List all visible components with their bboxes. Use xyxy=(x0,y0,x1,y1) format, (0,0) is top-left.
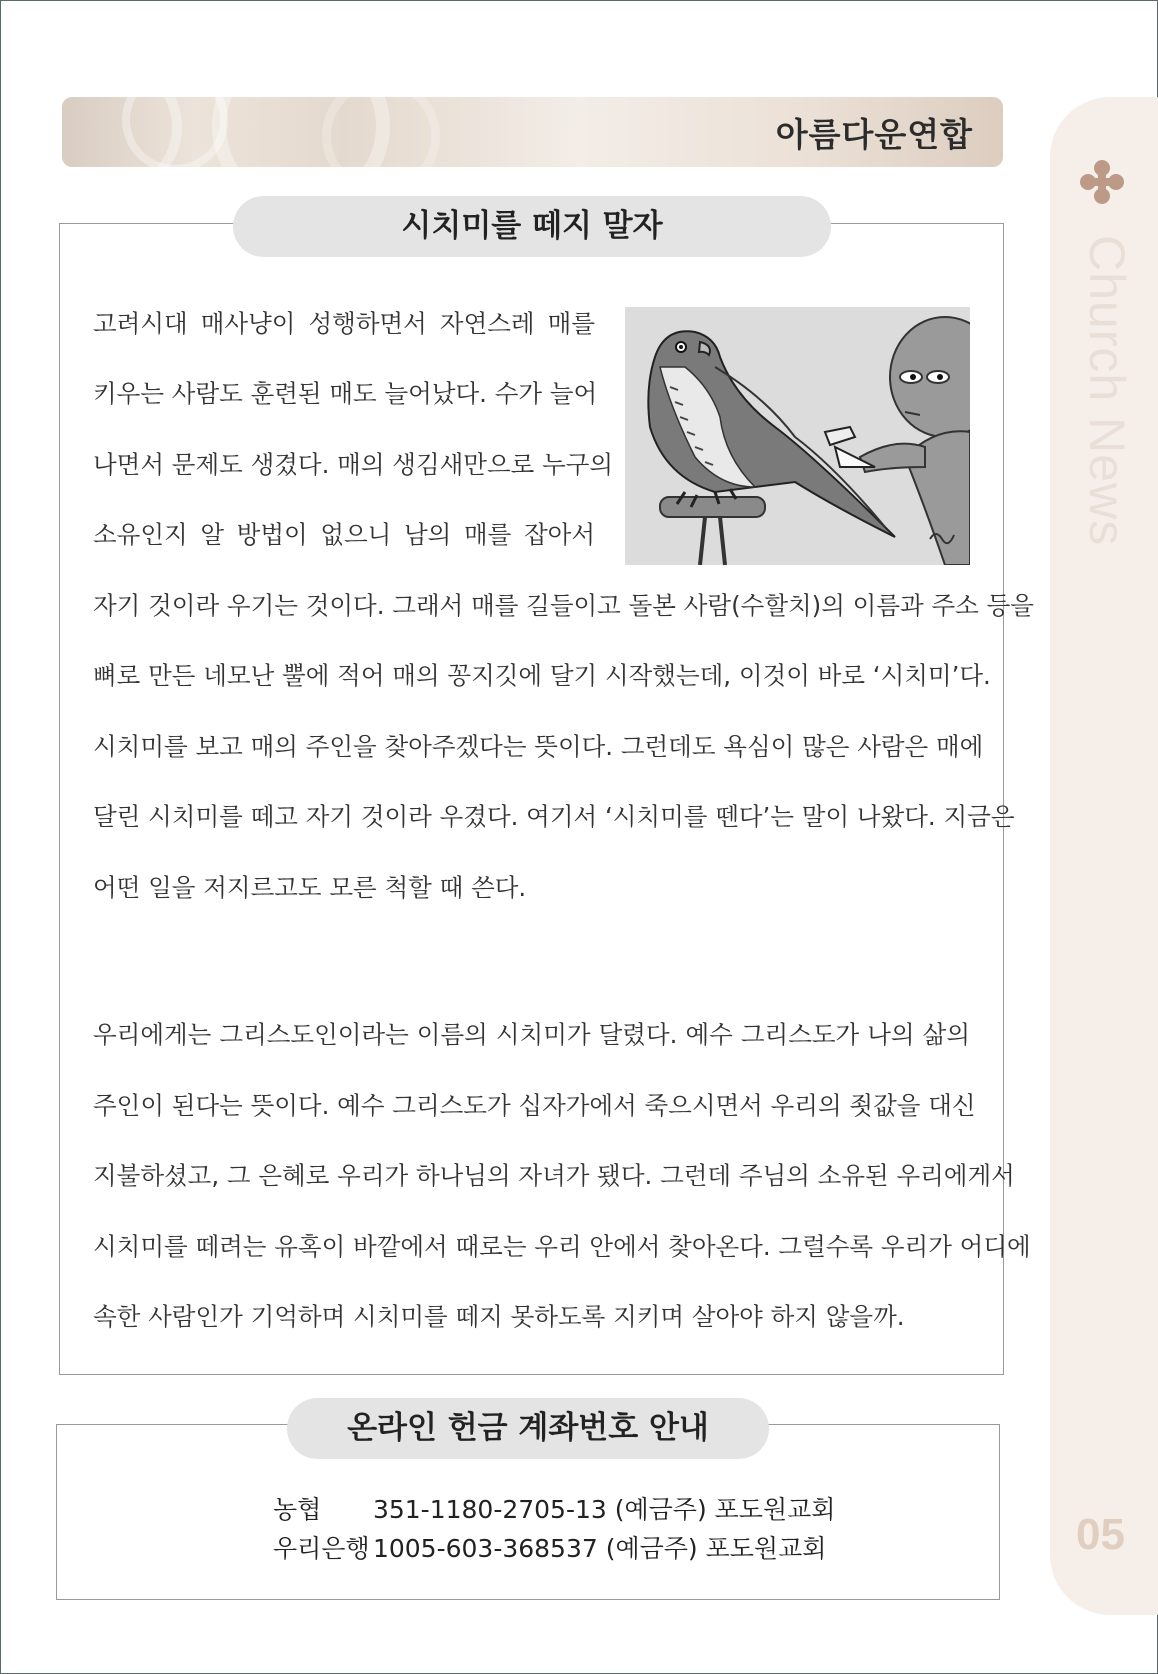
article-line: 키우는 사람도 훈련된 매도 늘어났다. 수가 늘어 xyxy=(93,379,598,408)
header-banner xyxy=(62,97,1003,167)
svg-text:Church News: Church News xyxy=(1079,235,1135,547)
account-bank: 우리은행 xyxy=(273,1534,370,1563)
article-line: 달린 시치미를 떼고 자기 것이라 우겼다. 여기서 ‘시치미를 뗀다’는 말이 나왔다. 지금은 xyxy=(93,802,1015,831)
article-line: 지불하셨고, 그 은혜로 우리가 하나님의 자녀가 됐다. 그런데 주님의 소유된 우리에게서 xyxy=(93,1161,1015,1190)
article-line: 우리에게는 그리스도인이라는 이름의 시치미가 달렸다. 예수 그리스도가 나의 삶의 xyxy=(93,1020,970,1049)
account-bank: 농협 xyxy=(273,1495,322,1524)
account-detail: 1005-603-368537 (예금주) 포도원교회 xyxy=(372,1534,827,1563)
article-line: 속한 사람인가 기억하며 시치미를 떼지 못하도록 지키며 살아야 하지 않을까. xyxy=(93,1302,905,1331)
article-line: 어떤 일을 저지르고도 모른 척할 때 쓴다. xyxy=(93,873,527,902)
account-row xyxy=(273,1490,835,1526)
account-detail: 351-1180-2705-13 (예금주) 포도원교회 xyxy=(372,1495,836,1524)
hawk-illustration xyxy=(625,307,970,565)
article-line: 나면서 문제도 생겼다. 매의 생김새만으로 누구의 xyxy=(93,450,614,479)
page-number: 05 xyxy=(1076,1510,1125,1559)
article-line: 시치미를 떼려는 유혹이 바깥에서 때로는 우리 안에서 찾아온다. 그럴수록 우리가 어디에 xyxy=(93,1232,1031,1261)
article-line: 뼈로 만든 네모난 뿔에 적어 매의 꽁지깃에 달기 시작했는데, 이것이 바로 ‘시치미’다. xyxy=(93,661,991,690)
account-row xyxy=(273,1529,826,1565)
side-label xyxy=(1070,235,1140,575)
article-line: 소유인지 알 방법이 없으니 남의 매를 잡아서 xyxy=(93,520,595,549)
header-title: 아름다운연합 xyxy=(775,115,973,154)
article-line: 고려시대 매사냥이 성행하면서 자연스레 매를 xyxy=(93,309,595,338)
article-line: 자기 것이라 우기는 것이다. 그래서 매를 길들이고 돌본 사람(수할치)의 이름과 주소 등을 xyxy=(93,591,1034,620)
article-title: 시치미를 떼지 말자 xyxy=(233,196,831,257)
clover-icon xyxy=(1077,157,1127,207)
article-line: 주인이 된다는 뜻이다. 예수 그리스도가 십자가에서 죽으시면서 우리의 죗값을 대신 xyxy=(93,1091,976,1120)
donation-title: 온라인 헌금 계좌번호 안내 xyxy=(287,1398,769,1459)
article-line: 시치미를 보고 매의 주인을 찾아주겠다는 뜻이다. 그런데도 욕심이 많은 사람은 매에 xyxy=(93,732,984,761)
